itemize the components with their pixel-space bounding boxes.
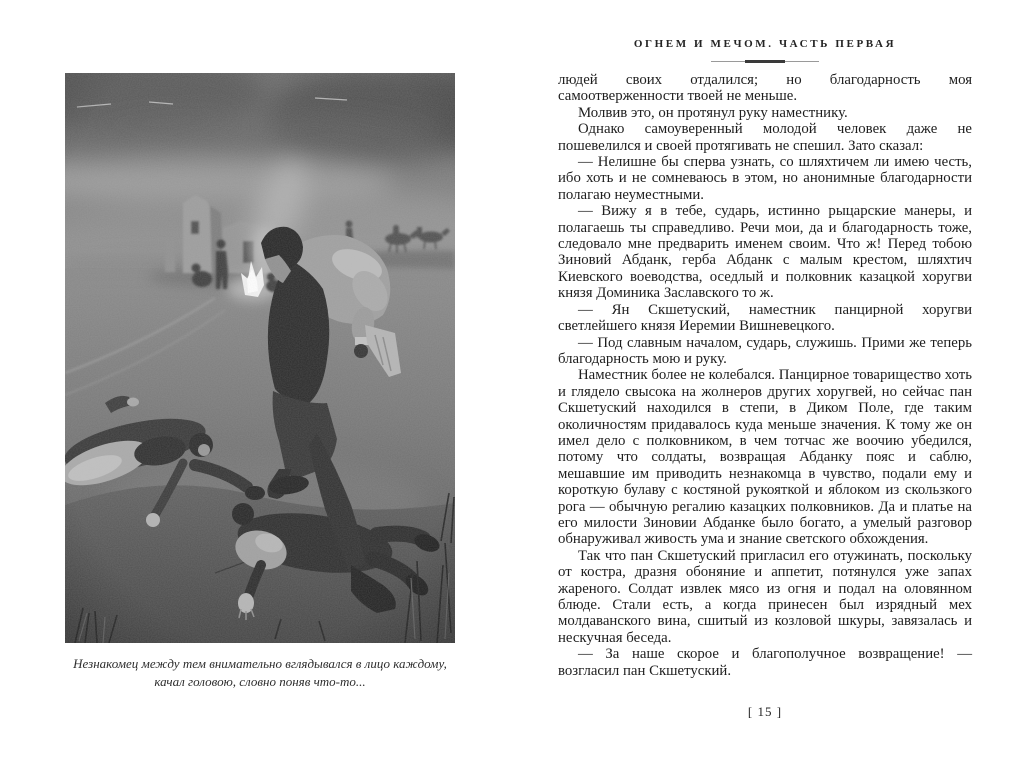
running-head: ОГНЕМ И МЕЧОМ. ЧАСТЬ ПЕРВАЯ: [633, 38, 897, 50]
page-number: [ 15 ]: [747, 704, 783, 719]
header-rule: [711, 61, 819, 62]
body-text: [558, 72, 972, 679]
paragraph: — За наше скорое и благополучное возвращение! — возгласил пан Скшетуский.: [558, 646, 972, 679]
paragraph: — Под славным началом, сударь, служишь. Прими же теперь благодарность мою и руку.: [558, 334, 972, 367]
paragraph: людей своих отдалился; но благодарность моя самоотверженности твоей не меньше.: [558, 72, 972, 105]
caption-line-2: качал головою, словно поняв что-то...: [154, 673, 366, 689]
paragraph: — Нелишне бы сперва узнать, со шляхтичем ли имею честь, ибо хоть и не сомневаюсь в этом, но анонимные благодарности полагаю неуместными.: [558, 154, 972, 203]
paragraph: — Ян Скшетуский, наместник панцирной хоругви светлейшего князя Иеремии Вишневецкого.: [558, 301, 972, 335]
book-illustration: [65, 73, 455, 643]
caption-line-1: Незнакомец между тем внимательно вглядывался в лицо каждому,: [73, 656, 447, 671]
paragraph: — Вижу я в тебе, сударь, истинно рыцарские манеры, и полагаешь ты справедливо. Речи мои, да и благодарность тоже, следовало мне предварить именем своим. Что ж! Перед тобою Зиновий Абданк, герба Абданк с малым крестом, шляхтич Киевского воеводства, оседлый и полковник казацкой хоругви князя Доминика Заславского то ж.: [558, 203, 972, 302]
paragraph: Наместник более не колебался. Панцирное товарищество хоть и глядело свысока на жолнеров других хоругвей, но сейчас пан Скшетуский находился в степи, в Диком Поле, где таким околичностям придавалось куда меньше значения. К тому же он имел дело с полковником, в чем тотчас же воочию убедился, потому что солдаты, возвращая Абданку пояс и саблю, мешавшие им приводить незнакомца в чувство, подали ему и короткую булаву с костяной рукояткой и яблоком из скользкого рога — обычную регалию казацких полковников. Да и платье на его милости Зиновии Абданке было богато, а умелый разговор обнаруживал живость ума и знание светского обхождения.: [558, 367, 972, 548]
illustration-caption: [30, 655, 490, 690]
steppe-illustration-graphic: [65, 73, 455, 643]
paragraph: Однако самоуверенный молодой человек даже не пошевелился и своей протягивать не спешил. Зато сказал:: [558, 121, 972, 154]
paragraph: Так что пан Скшетуский пригласил его отужинать, поскольку от костра, дразня обоняние и аппетит, потянулся уже запах жареного. Солдат извлек мясо из огня и подал на оловянном блюде. Стали есть, а когда принесен был изрядный мех молдаванского вина, сшитый из козловой шкуры, завязалась и нескучная беседа.: [558, 547, 972, 646]
paragraph: Молвив это, он протянул руку наместнику.: [578, 104, 848, 121]
